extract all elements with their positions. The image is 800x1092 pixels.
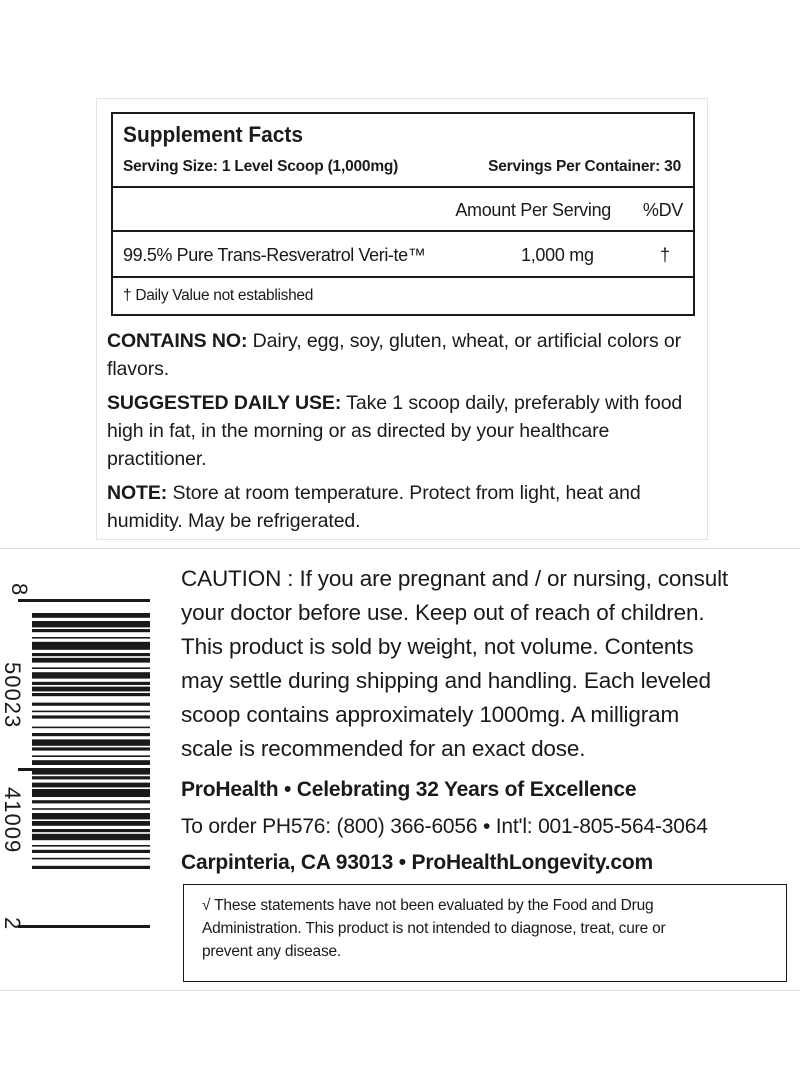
barcode-bar [32, 755, 150, 757]
supplement-facts-title: Supplement Facts [123, 122, 304, 147]
barcode-bar [32, 776, 150, 779]
caution-line: may settle during shipping and handling. Each leveled [181, 668, 711, 693]
barcode-bar [32, 829, 150, 832]
barcode-bar [32, 850, 150, 853]
barcode-bar [32, 808, 150, 810]
barcode-bar [32, 621, 150, 627]
order-info: To order PH576: (800) 366-6056 • Int'l: 001-805-564-3064 [181, 815, 708, 838]
barcode-bar [32, 789, 150, 797]
barcode-digits-group2: 41009 [0, 787, 25, 854]
disclaimer-line: prevent any disease. [202, 943, 342, 960]
barcode-bar [32, 747, 150, 750]
barcode-bar [32, 693, 150, 696]
contains-no-text: Dairy, egg, soy, gluten, wheat, or artificial colors or flavors. [107, 330, 682, 380]
caution-line: CAUTION : If you are pregnant and / or nursing, consult [181, 566, 729, 591]
barcode-bar [32, 821, 150, 826]
barcode-bar [32, 667, 150, 669]
barcode-bar [32, 727, 150, 729]
suggested-use-text: Take 1 scoop daily, preferably with food high in fat, in the morning or as directed by your healthcare practitioner. [107, 392, 683, 470]
barcode-bar [32, 733, 150, 736]
barcode-bar [32, 687, 150, 692]
contains-no-label: CONTAINS NO: [107, 330, 248, 352]
barcode-bar [32, 682, 150, 685]
caution-line: scale is recommended for an exact dose. [181, 736, 586, 761]
ingredient-dv: † [660, 245, 671, 265]
section-divider [0, 548, 800, 549]
barcode-bar [32, 613, 150, 618]
barcode-bar [32, 637, 150, 639]
barcode-bar [32, 845, 150, 847]
barcode-bar [32, 703, 150, 706]
barcode-bar [32, 629, 150, 632]
note-text: Store at room temperature. Protect from light, heat and humidity. May be refrigerated. [107, 482, 641, 532]
contains-no-statement [107, 327, 707, 383]
barcode-bar [32, 813, 150, 819]
ingredient-name: 99.5% Pure Trans-Resveratrol Veri-te™ [123, 245, 426, 265]
note-statement [107, 479, 707, 535]
caution-statement [181, 562, 800, 766]
fda-disclaimer [183, 884, 787, 982]
barcode-bar [32, 715, 150, 718]
disclaimer-line: Administration. This product is not intended to diagnose, treat, cure or [202, 920, 666, 937]
barcode-bar [32, 834, 150, 840]
barcode-bar [32, 711, 150, 713]
barcode-digit-first: 8 [7, 583, 32, 596]
facts-footnote: † Daily Value not established [123, 287, 314, 304]
barcode-bar [32, 800, 150, 803]
caution-line: your doctor before use. Keep out of reach of children. [181, 600, 705, 625]
bottom-divider [0, 990, 800, 991]
barcode-guard-bar [18, 599, 150, 602]
barcode-bar [32, 866, 150, 869]
company-address: Carpinteria, CA 93013 • ProHealthLongevity.com [181, 851, 653, 874]
disclaimer-line: √ These statements have not been evaluated by the Food and Drug [202, 897, 654, 914]
barcode-digits-group1: 50023 [0, 662, 25, 729]
facts-divider [113, 186, 693, 188]
barcode-bar [32, 653, 150, 656]
ingredient-amount: 1,000 mg [521, 245, 594, 265]
caution-line: This product is sold by weight, not volume. Contents [181, 634, 694, 659]
note-label: NOTE: [107, 482, 168, 504]
label-top-panel [96, 98, 708, 540]
barcode-bar [32, 642, 150, 650]
barcode-guard-bar [18, 768, 150, 771]
brand-tagline: ProHealth • Celebrating 32 Years of Excellence [181, 778, 637, 801]
facts-divider [113, 230, 693, 232]
supplement-facts-box [111, 112, 695, 316]
suggested-use-label: SUGGESTED DAILY USE: [107, 392, 342, 414]
facts-divider [113, 276, 693, 278]
barcode-bar [32, 672, 150, 678]
serving-size: Serving Size: 1 Level Scoop (1,000mg) [123, 158, 399, 175]
barcode [0, 565, 165, 965]
barcode-bar [32, 658, 150, 663]
barcode-bar [32, 739, 150, 745]
barcode-guard-bar [18, 925, 150, 928]
dv-header: %DV [642, 200, 683, 220]
caution-line: scoop contains approximately 1000mg. A milligram [181, 702, 680, 727]
suggested-use-statement [107, 389, 707, 473]
barcode-bars [18, 599, 150, 928]
barcode-bar [32, 858, 150, 860]
barcode-bar [32, 760, 150, 765]
barcode-bar [32, 783, 150, 788]
barcode-digit-last: 2 [0, 917, 25, 930]
amount-per-serving-header: Amount Per Serving [455, 200, 611, 220]
servings-per-container: Servings Per Container: 30 [488, 158, 681, 175]
